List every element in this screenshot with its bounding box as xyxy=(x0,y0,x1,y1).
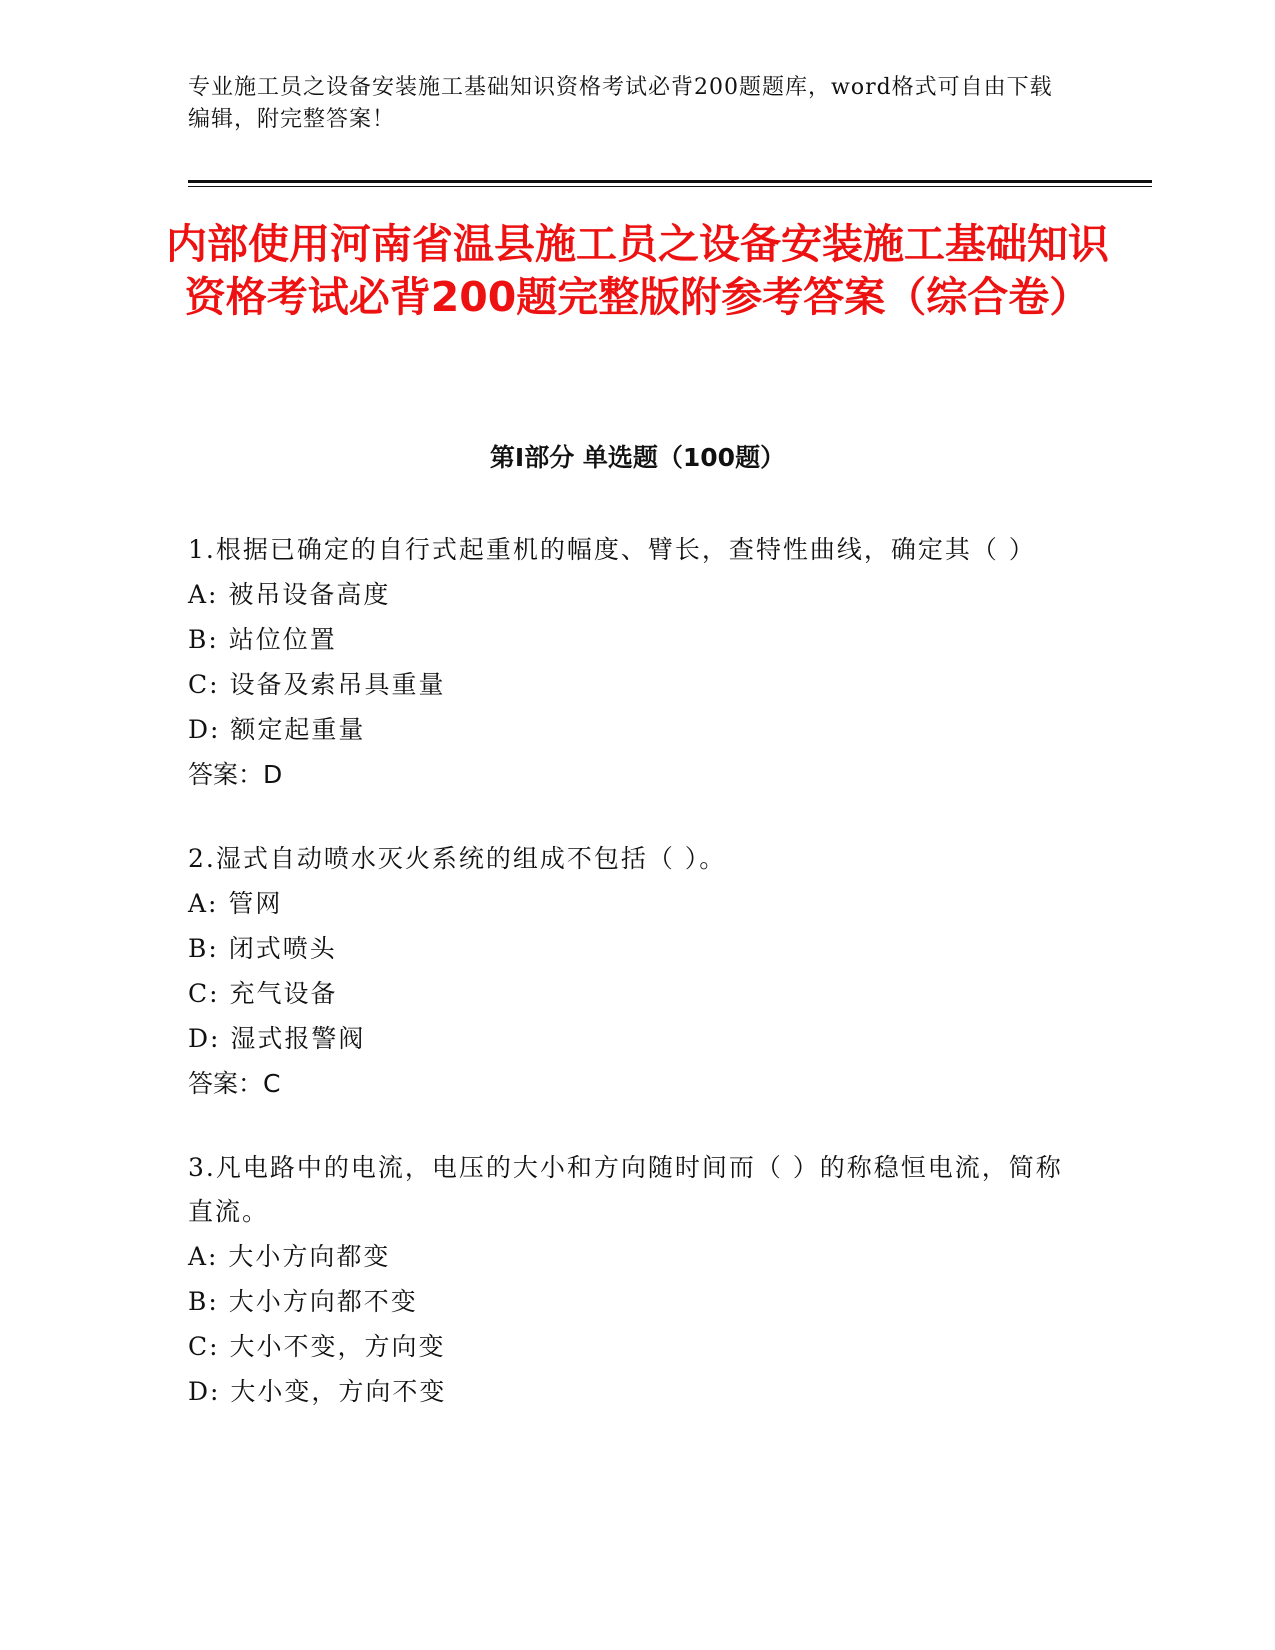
option-d: D: 额定起重量 xyxy=(188,715,366,744)
option-a: A: 被吊设备高度 xyxy=(188,580,391,609)
answer: 答案：C xyxy=(188,1069,281,1098)
option-c: C: 大小不变，方向变 xyxy=(188,1332,446,1361)
option-a: A: 大小方向都变 xyxy=(188,1242,391,1271)
option-b: B: 站位位置 xyxy=(188,625,337,654)
question-stem: 3.凡电路中的电流，电压的大小和方向随时间而（ ）的称稳恒电流，简称直流。 xyxy=(188,1153,1063,1226)
answer: 答案：D xyxy=(188,760,283,789)
option-b: B: 闭式喷头 xyxy=(188,934,337,963)
question-stem: 1.根据已确定的自行式起重机的幅度、臂长，查特性曲线，确定其（ ） xyxy=(188,535,1036,564)
header-rule-thin xyxy=(188,186,1152,187)
option-b: B: 大小方向都不变 xyxy=(188,1287,418,1316)
question-2 xyxy=(188,837,1068,1106)
header-note: 专业施工员之设备安装施工基础知识资格考试必背200题题库，word格式可自由下载编辑，附完整答案！ xyxy=(188,75,1053,132)
option-c: C: 充气设备 xyxy=(188,979,338,1008)
option-d: D: 湿式报警阀 xyxy=(188,1024,366,1053)
section-heading: 第Ⅰ部分 单选题（100题） xyxy=(489,443,786,472)
header-rule-thick xyxy=(188,180,1152,183)
question-3 xyxy=(188,1146,1068,1414)
option-a: A: 管网 xyxy=(188,889,283,918)
question-list xyxy=(188,528,1068,1454)
question-1 xyxy=(188,528,1068,797)
option-d: D: 大小变，方向不变 xyxy=(188,1377,447,1406)
document-title: 内部使用河南省温县施工员之设备安装施工基础知识资格考试必背200题完整版附参考答案（综合卷） xyxy=(166,220,1109,321)
option-c: C: 设备及索吊具重量 xyxy=(188,670,446,699)
question-stem: 2.湿式自动喷水灭火系统的组成不包括（ ）。 xyxy=(188,844,727,873)
